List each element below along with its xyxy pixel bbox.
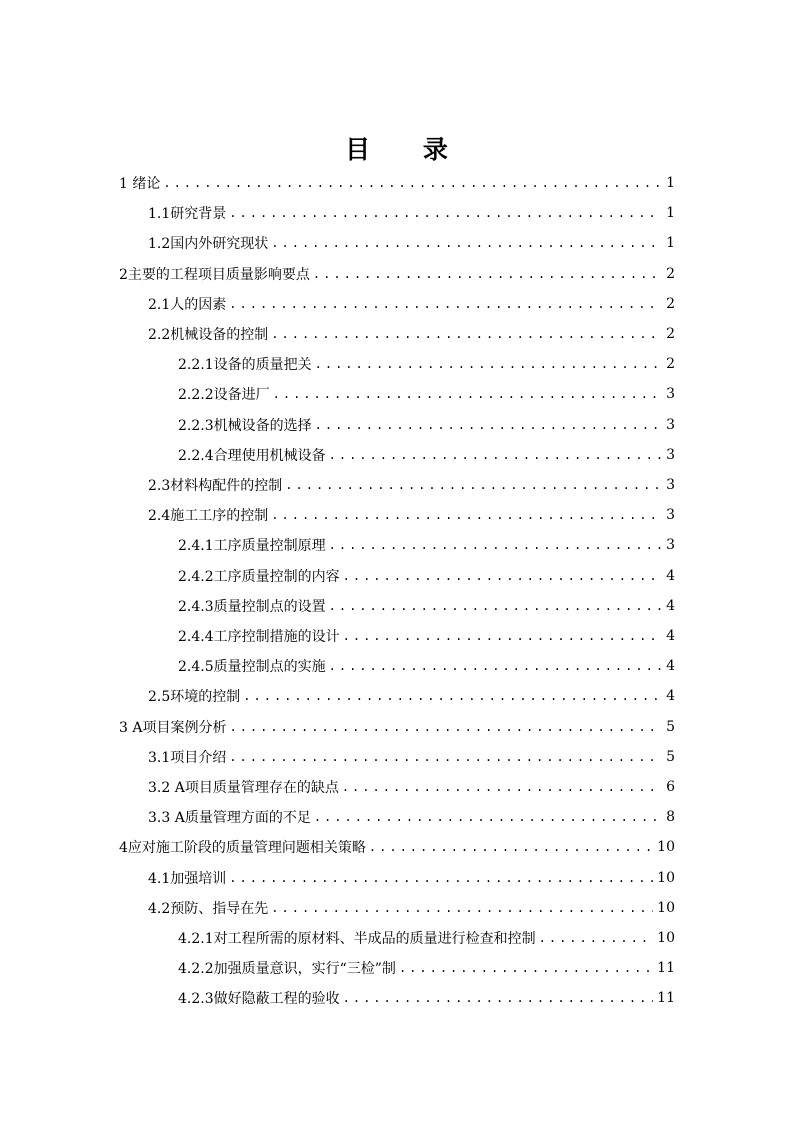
toc-entry-label: 3.3 A质量管理方面的不足: [148, 810, 311, 826]
toc-entry-page: 4: [666, 598, 675, 614]
toc-leader-dots: [285, 478, 661, 492]
toc-entry-label: 2.4施工工序的控制: [148, 508, 269, 524]
toc-leader-dots: [243, 689, 661, 703]
toc-entry-label: 4.1加强培训: [148, 871, 227, 887]
toc-entry[interactable]: [178, 379, 675, 409]
toc-entry-page: 4: [666, 658, 675, 674]
toc-entry-label: 4.2.1对工程所需的原材料、半成品的质量进行检查和控制: [178, 931, 536, 947]
toc-entry[interactable]: [148, 470, 675, 500]
toc-entry-label: 3 A项目案例分析: [119, 720, 227, 736]
toc-entry-label: 1.2国内外研究现状: [148, 236, 269, 252]
toc-entry-page: 10: [657, 870, 675, 886]
toc-entry[interactable]: [178, 440, 675, 470]
toc-leader-dots: [399, 961, 653, 975]
toc-leader-dots: [329, 599, 661, 613]
toc-leader-dots: [163, 176, 661, 190]
toc-entry-label: 2.2.2设备进厂: [178, 387, 270, 403]
toc-entry-label: 2.2.1设备的质量把关: [178, 357, 312, 373]
toc-entry-page: 4: [666, 688, 675, 704]
toc-leader-dots: [315, 418, 661, 432]
toc-leader-dots: [329, 659, 661, 673]
toc-entry-page: 10: [657, 930, 675, 946]
toc-entry-page: 4: [666, 628, 675, 644]
toc-leader-dots: [271, 901, 653, 915]
toc-entry-page: 1: [666, 205, 675, 221]
toc-entry-page: 1: [666, 175, 675, 191]
toc-entry-page: 3: [666, 447, 675, 463]
toc-leader-dots: [229, 297, 661, 311]
toc-entry-label: 4.2.3做好隐蔽工程的验收: [178, 991, 340, 1007]
toc-leader-dots: [369, 840, 653, 854]
toc-leader-dots: [343, 991, 654, 1005]
toc-entry[interactable]: [119, 712, 675, 742]
toc-entry-label: 1 绪论: [119, 176, 161, 192]
toc-leader-dots: [329, 538, 661, 552]
toc-entry[interactable]: [178, 621, 675, 651]
toc-entry[interactable]: [148, 319, 675, 349]
toc-entry-label: 2.1人的因素: [148, 297, 227, 313]
toc-leader-dots: [273, 387, 661, 401]
toc-entry-page: 3: [666, 386, 675, 402]
toc-leader-dots: [229, 206, 661, 220]
toc-leader-dots: [342, 780, 661, 794]
toc-entry-label: 2主要的工程项目质量影响要点: [119, 267, 310, 283]
toc-entry-label: 2.4.5质量控制点的实施: [178, 659, 326, 675]
toc-entry-page: 11: [657, 990, 675, 1006]
toc-entry[interactable]: [148, 289, 675, 319]
toc-entry[interactable]: [178, 923, 675, 953]
toc-entry-label: 4.2.2加强质量意识，实行“三检”制: [178, 961, 396, 977]
toc-entry-page: 10: [657, 900, 675, 916]
toc-entry[interactable]: [148, 198, 675, 228]
toc-leader-dots: [315, 357, 661, 371]
toc-entry[interactable]: [178, 651, 675, 681]
toc-entry-page: 1: [666, 235, 675, 251]
toc-entry-page: 5: [666, 719, 675, 735]
toc-entry[interactable]: [178, 953, 675, 983]
toc-entry[interactable]: [148, 893, 675, 923]
toc-entry[interactable]: [178, 591, 675, 621]
toc-entry-label: 2.2.3机械设备的选择: [178, 418, 312, 434]
toc-entry[interactable]: [178, 561, 675, 591]
toc-entry-page: 5: [666, 749, 675, 765]
toc-leader-dots: [343, 569, 661, 583]
toc-leader-dots: [539, 931, 654, 945]
toc-entry-page: 2: [666, 326, 675, 342]
toc-leader-dots: [229, 750, 661, 764]
toc-entry-page: 2: [666, 266, 675, 282]
toc-entry-label: 3.1项目介绍: [148, 750, 227, 766]
toc-entry-label: 3.2 A项目质量管理存在的缺点: [148, 780, 339, 796]
toc-leader-dots: [271, 236, 661, 250]
toc-entry-page: 2: [666, 356, 675, 372]
toc-entry-page: 4: [666, 568, 675, 584]
toc-leader-dots: [343, 629, 661, 643]
toc-entry-label: 1.1研究背景: [148, 206, 227, 222]
toc-entry-page: 11: [657, 960, 675, 976]
toc-leader-dots: [313, 267, 661, 281]
toc-entry[interactable]: [178, 349, 675, 379]
toc-entry[interactable]: [119, 832, 675, 862]
toc-entry-label: 4应对施工阶段的质量管理问题相关策略: [119, 840, 366, 856]
toc-entry[interactable]: [119, 168, 675, 198]
toc-entry[interactable]: [148, 742, 675, 772]
toc-leader-dots: [229, 871, 653, 885]
toc-entry[interactable]: [148, 228, 675, 258]
toc-entry-label: 4.2预防、指导在先: [148, 901, 269, 917]
toc-entry[interactable]: [148, 681, 675, 711]
toc-leader-dots: [329, 448, 661, 462]
toc-entry-label: 2.4.4工序控制措施的设计: [178, 629, 340, 645]
toc-leader-dots: [271, 327, 661, 341]
toc-entry-label: 2.2机械设备的控制: [148, 327, 269, 343]
toc-leader-dots: [229, 720, 661, 734]
toc-entry-page: 3: [666, 507, 675, 523]
toc-entry-label: 2.4.2工序质量控制的内容: [178, 569, 340, 585]
toc-entry-page: 2: [666, 296, 675, 312]
toc-entry-label: 2.5环境的控制: [148, 689, 241, 705]
toc-entry[interactable]: [148, 772, 675, 802]
toc-entry-page: 3: [666, 537, 675, 553]
toc-entry[interactable]: [148, 863, 675, 893]
toc-entry-label: 2.3材料构配件的控制: [148, 478, 283, 494]
toc-entry-page: 6: [666, 779, 675, 795]
toc-title: 目 录: [345, 135, 470, 164]
toc-entry-page: 10: [657, 839, 675, 855]
toc-entry-page: 3: [666, 417, 675, 433]
toc-leader-dots: [271, 508, 661, 522]
toc-leader-dots: [314, 810, 661, 824]
toc-entry[interactable]: [148, 500, 675, 530]
toc-entry[interactable]: [119, 259, 675, 289]
toc-entry[interactable]: [178, 983, 675, 1013]
toc-entry[interactable]: [148, 802, 675, 832]
toc-entry-label: 2.4.3质量控制点的设置: [178, 599, 326, 615]
toc-entry-label: 2.2.4合理使用机械设备: [178, 448, 326, 464]
toc-entry-page: 8: [666, 809, 675, 825]
toc-entry-page: 3: [666, 477, 675, 493]
toc-entry[interactable]: [178, 410, 675, 440]
toc-entry[interactable]: [178, 530, 675, 560]
toc-entry-label: 2.4.1工序质量控制原理: [178, 538, 326, 554]
